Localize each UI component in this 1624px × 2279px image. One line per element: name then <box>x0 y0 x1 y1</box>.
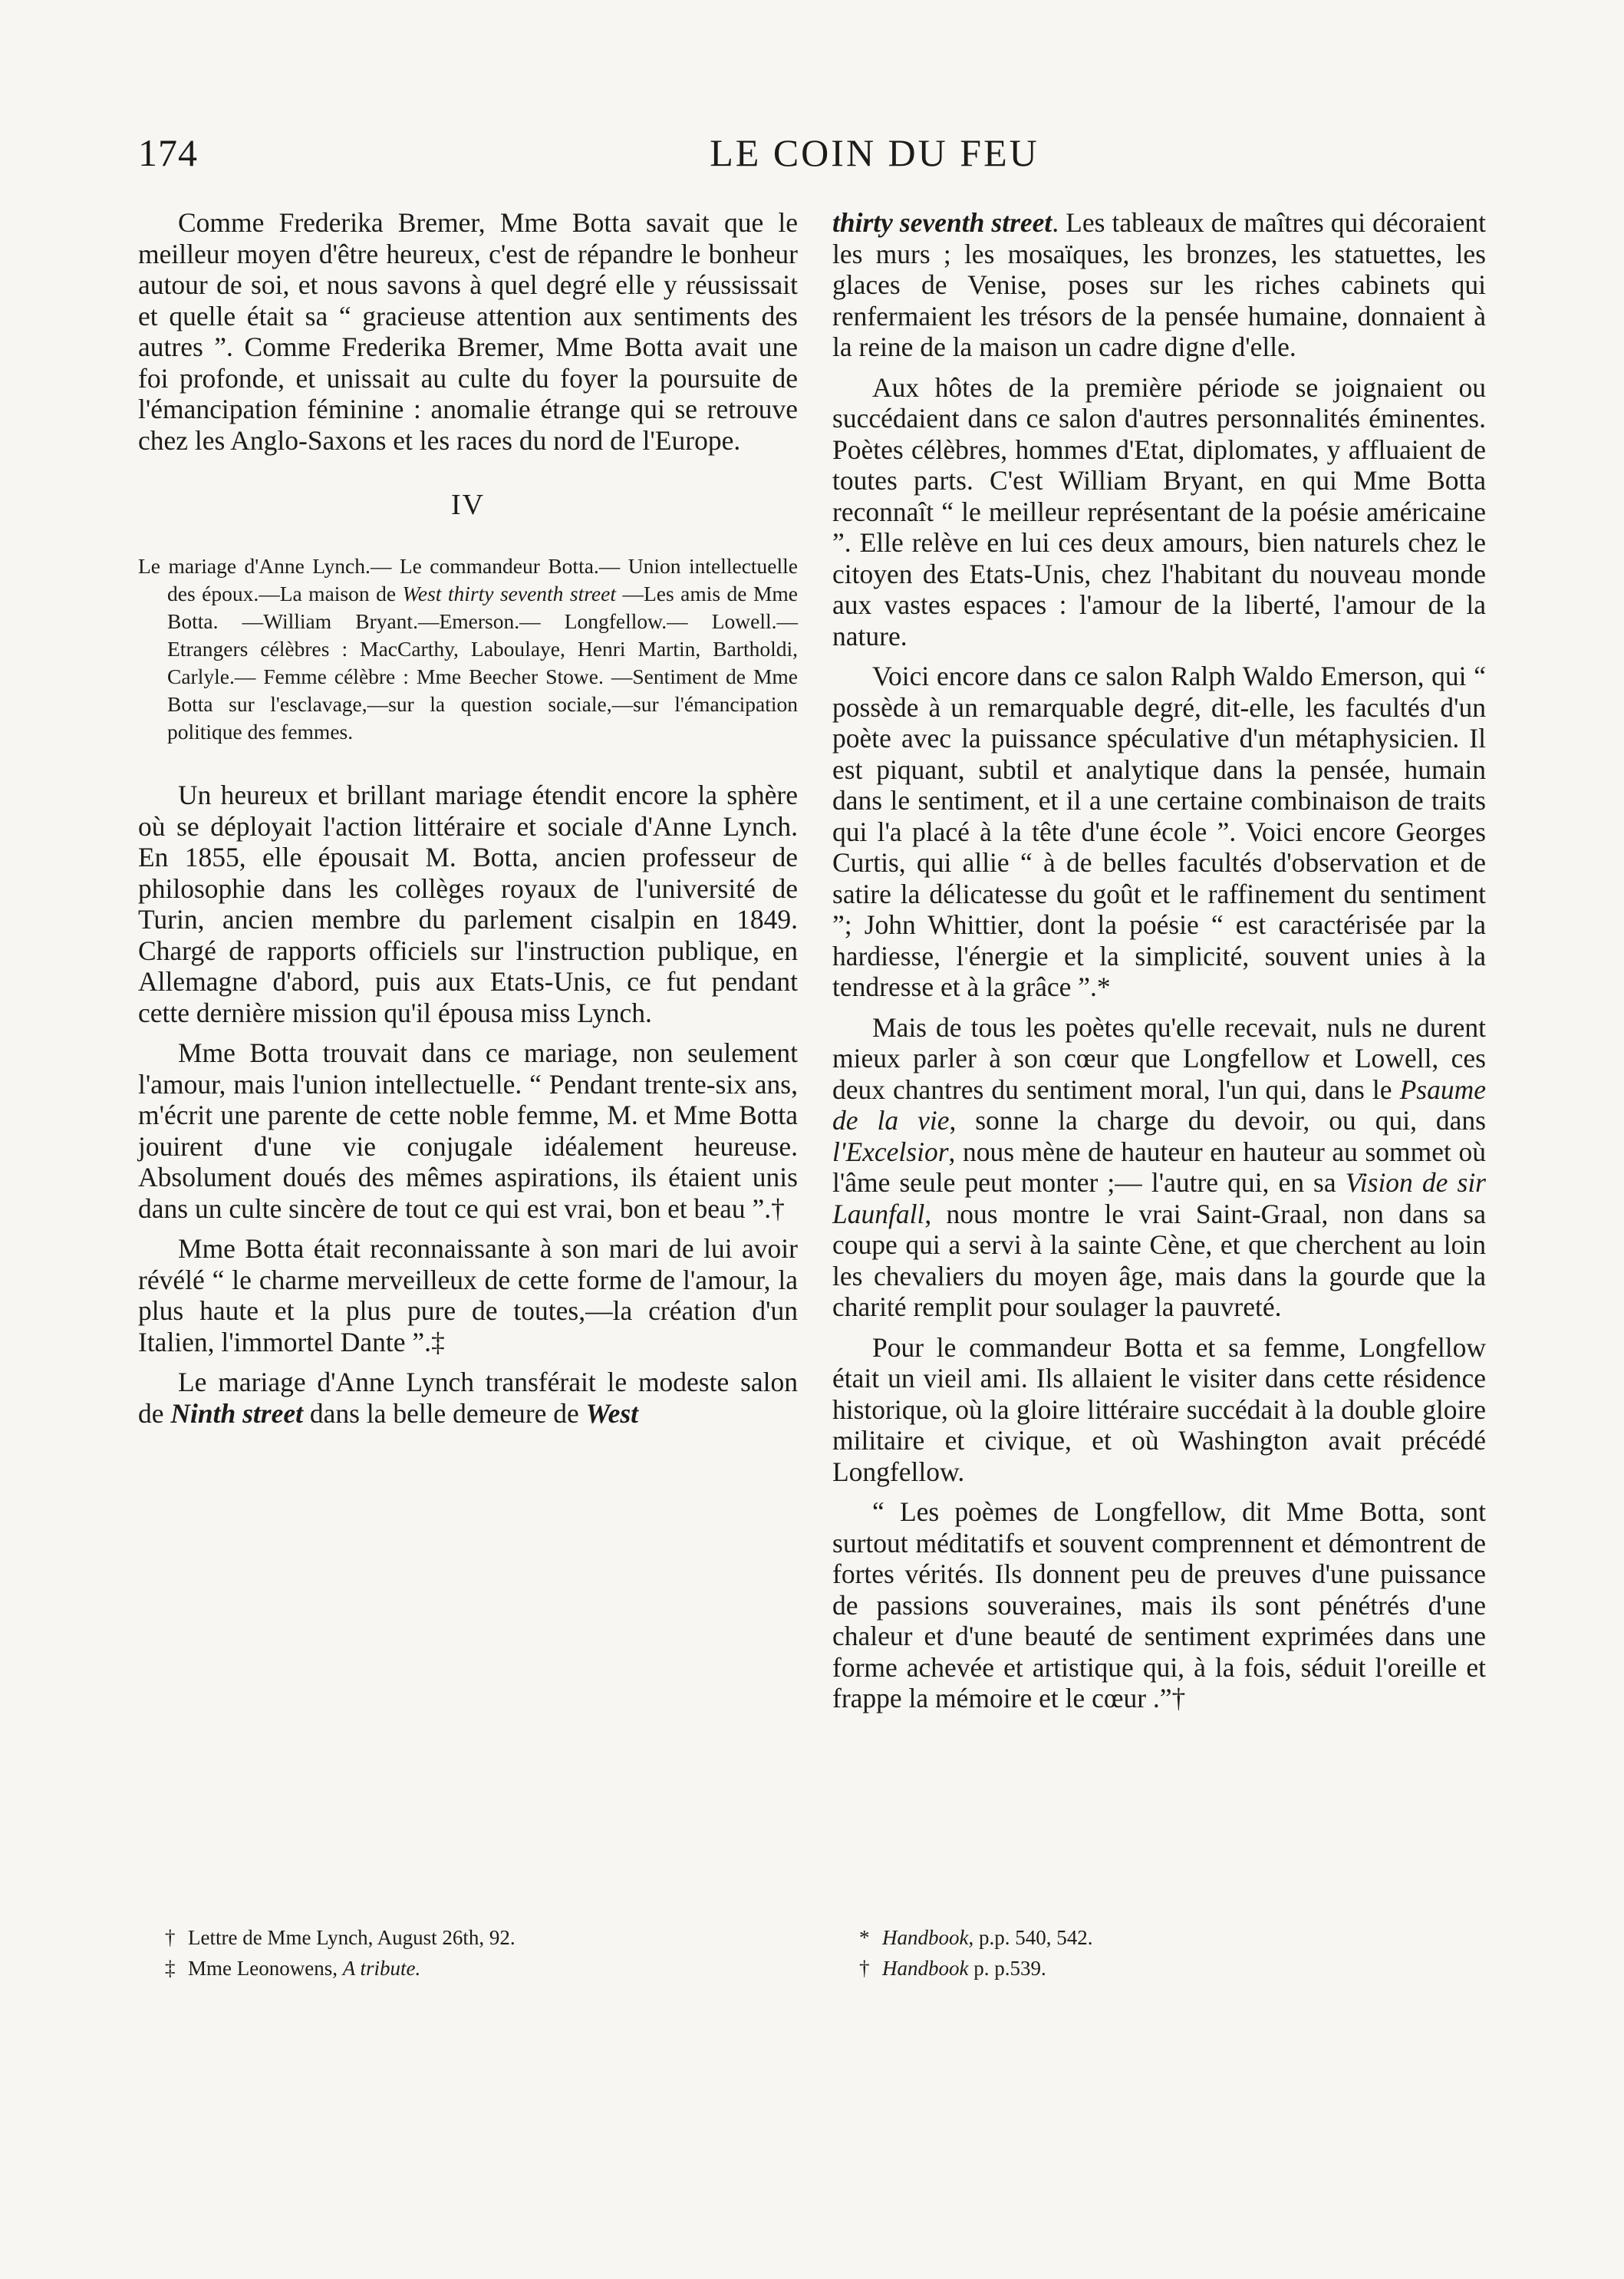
street-name: West <box>585 1397 639 1429</box>
footnotes-left <box>165 1922 702 1984</box>
paragraph: Comme Frederika Bremer, Mme Botta savait que le meilleur moyen d'être heureux, c'est de répandre le bonheur autour de soi, et nous savons à quel degré elle y réussissait et quelle était sa “ gracieuse attention aux sentiments des autres ”. Comme Frederika Bremer, Mme Botta avait une foi profonde, et unissait au culte du foyer la poursuite de l'émancipation féminine : anomalie étrange qui se retrouve chez les Anglo-Saxons et les races du nord de l'Europe. <box>138 207 798 456</box>
paragraph: Voici encore dans ce salon Ralph Waldo Emerson, qui “ possède à un remarquable degré, dit-elle, les facultés d'un poète avec la puissance spéculative d'un métaphysicien. Il est piquant, subtil et analytique dans la pensée, humain dans le sentiment, et il a une certaine combinaison de traits qui l'a placé à la tête d'une école ”. Voici encore Georges Curtis, qui allie “ à de belles facultés d'observation et de satire la délicatesse du goût et le raffinement du sentiment ”; John Whittier, dont la poésie “ est caractérisée par la hardiesse, l'énergie et la simplicité, souvent unies à la tendresse et à la grâce ”.* <box>832 661 1486 1002</box>
summary-italic: West thirty seventh street <box>402 582 616 605</box>
footnotes-right <box>859 1922 1396 1984</box>
paragraph: Aux hôtes de la première période se joignaient ou succédaient dans ce salon d'autres personnalités éminentes. Poètes célèbres, hommes d'Etat, diplomates, y affluaient de toutes parts. C'est William Bryant, en qui Mme Botta reconnaît “ le meilleur représentant de la poésie américaine ”. Elle relève en lui ces deux amours, bien naturels chez le citoyen des Etats-Unis, chez l'habitant du nouveau monde aux vastes espaces : l'amour de la liberté, l'amour de la nature. <box>832 371 1486 651</box>
footnote-text: p. p.539. <box>968 1957 1046 1980</box>
summary-text: Le mariage d'Anne Lynch.— Le commandeur Botta.— Union intellectuelle des époux.—La maison de <box>138 554 798 605</box>
paragraph-text: , nous mène de hauteur en hauteur au sommet où l'âme seule peut monter ;— l'autre qui, en sa <box>832 1136 1486 1198</box>
street-name: thirty seventh street <box>832 207 1052 238</box>
footnote <box>859 1922 1396 1953</box>
street-name: Ninth street <box>170 1397 303 1429</box>
work-title: l'Excelsior <box>832 1136 949 1167</box>
page-number: 174 <box>138 131 198 174</box>
footnote-marker: † <box>859 1957 870 1980</box>
paragraph <box>832 207 1486 363</box>
footnote-italic: Handbook <box>882 1957 969 1980</box>
footnote-italic: Handbook <box>882 1926 969 1949</box>
footnote-italic: A tribute. <box>342 1957 421 1980</box>
paragraph: Un heureux et brillant mariage étendit encore la sphère où se déployait l'action littéraire et sociale d'Anne Lynch. En 1855, elle épousait M. Botta, ancien professeur de philosophie dans les collèges royaux de l'université de Turin, ancien membre du parlement cisalpin en 1849. Chargé de rapports officiels sur l'instruction publique, en Allemagne d'abord, puis aux Etats-Unis, ce fut pendant cette dernière mission qu'il épousa miss Lynch. <box>138 780 798 1028</box>
footnote-text: Mme Leonowens, <box>188 1957 343 1980</box>
paragraph <box>138 1367 798 1429</box>
work-title: Vision de sir Launfall <box>832 1167 1486 1229</box>
footnote-marker: † <box>165 1926 176 1949</box>
paragraph: “ Les poèmes de Longfellow, dit Mme Botta, sont surtout méditatifs et souvent comprennent et démontrent de fortes vérités. Ils donnent peu de preuves d'une puissance de passions souveraines, mais ils sont pénétrés d'une chaleur et d'une beauté de sentiment exprimées dans une forme achevée et artistique qui, à la fois, séduit l'oreille et frappe la mémoire et le cœur .”† <box>832 1496 1486 1713</box>
footnote-text: , p.p. 540, 542. <box>968 1926 1093 1949</box>
paragraph <box>832 1012 1486 1323</box>
paragraph-text: , nous montre le vrai Saint-Graal, non dans sa coupe qui a servi à la sainte Cène, et que cherchent au loin les chevaliers du moyen âge, mais dans la gourde que la charité remplit pour soulager la pauvreté. <box>832 1198 1486 1322</box>
section-heading: IV <box>450 489 486 521</box>
chapter-summary <box>138 552 798 746</box>
footnote <box>165 1953 702 1984</box>
paragraph-text: , sonne la charge du devoir, ou qui, dans <box>949 1105 1486 1136</box>
summary-text: —Les amis de Mme Botta. —William Bryant.—Emerson.— Longfellow.— Lowell.— Etrangers célèbres : MacCarthy, Laboulaye, Henri Martin, Bartholdi, Carlyle.— Femme célèbre : Mme Beecher Stowe. —Sentiment de Mme Botta sur l'esclavage,—sur la question sociale,—sur l'émancipation politique des femmes. <box>167 582 798 744</box>
footnote <box>165 1922 702 1953</box>
work-title: Psaume de la vie <box>832 1074 1486 1136</box>
paragraph-text: Le mariage d'Anne Lynch transférait le modeste salon de <box>138 1367 798 1429</box>
left-column <box>138 207 798 1429</box>
right-column <box>832 207 1486 1714</box>
paragraph-text: dans la belle demeure de <box>303 1397 586 1429</box>
running-title: LE COIN DU FEU <box>710 131 1039 174</box>
paragraph: Pour le commandeur Botta et sa femme, Longfellow était un vieil ami. Ils allaient le visiter dans cette résidence historique, où la gloire littéraire succédait à la double gloire militaire et civique, et où Washington avait précédé Longfellow. <box>832 1331 1486 1487</box>
footnote-text: Lettre de Mme Lynch, August 26th, 92. <box>188 1926 516 1949</box>
footnote-marker: * <box>859 1926 870 1949</box>
paragraph-text: . Les tableaux de maîtres qui décoraient les murs ; les mosaïques, les bronzes, les statuettes, les glaces de Venise, poses sur les riches cabinets qui renfermaient les trésors de la pensée humaine, donnaient à la reine de la maison un cadre digne d'elle. <box>832 207 1486 362</box>
paragraph: Mme Botta était reconnaissante à son mari de lui avoir révélé “ le charme merveilleux de cette forme de l'amour, la plus haute et la plus pure de toutes,—la création d'un Italien, l'immortel Dante ”.‡ <box>138 1233 798 1357</box>
footnote-marker: ‡ <box>165 1957 176 1980</box>
footnote <box>859 1953 1396 1984</box>
paragraph-text: Mais de tous les poètes qu'elle recevait, nuls ne durent mieux parler à son cœur que Longfellow et Lowell, ces deux chantres du sentiment moral, l'un qui, dans le <box>832 1011 1486 1105</box>
paragraph: Mme Botta trouvait dans ce mariage, non seulement l'amour, mais l'union intellectuelle. “ Pendant trente-six ans, m'écrit une parente de cette noble femme, M. et Mme Botta jouirent d'une vie conjugale idéalement heureuse. Absolument doués des mêmes aspirations, ils étaient unis dans un culte sincère de tout ce qui est vrai, bon et beau ”.† <box>138 1037 798 1224</box>
